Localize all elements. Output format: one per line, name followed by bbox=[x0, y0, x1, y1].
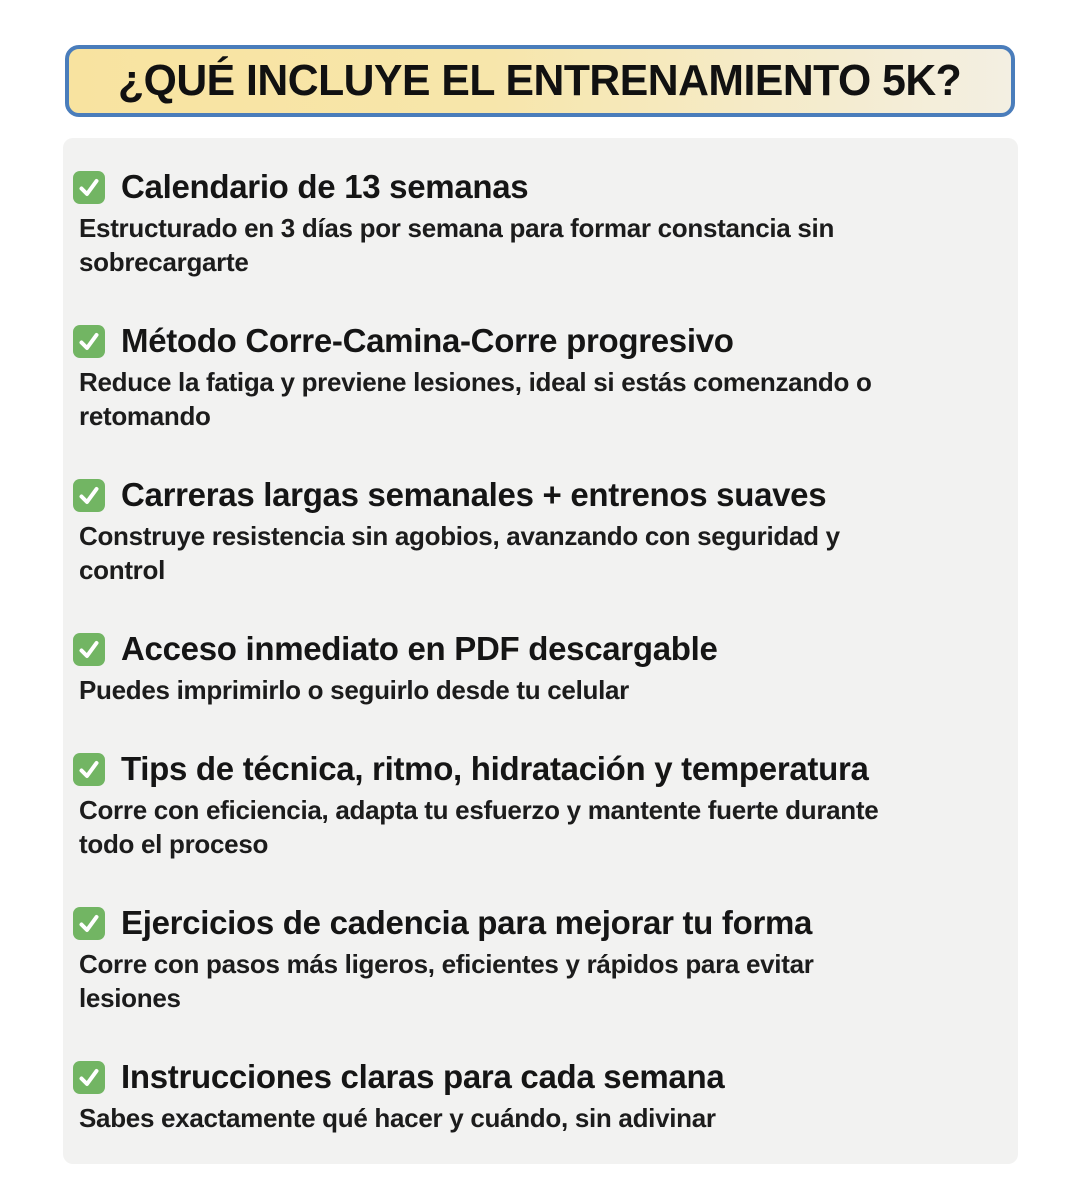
item-description: Estructurado en 3 días por semana para formar constancia sin sobrecargarte bbox=[79, 213, 835, 277]
item-title: Carreras largas semanales + entrenos suaves bbox=[121, 476, 827, 513]
checkmark-icon bbox=[73, 753, 105, 786]
checkmark-icon bbox=[73, 479, 105, 512]
item-description: Reduce la fatiga y previene lesiones, ideal si estás comenzando o retomando bbox=[79, 367, 872, 431]
list-item bbox=[73, 322, 1000, 433]
item-description: Corre con pasos más ligeros, eficientes y rápidos para evitar lesiones bbox=[79, 949, 814, 1013]
checkmark-icon bbox=[73, 1061, 105, 1094]
checkmark-icon bbox=[73, 325, 105, 358]
list-item bbox=[73, 750, 1000, 861]
item-header bbox=[73, 1058, 1000, 1096]
item-title: Acceso inmediato en PDF descargable bbox=[121, 630, 718, 667]
page-title: ¿QUÉ INCLUYE EL ENTRENAMIENTO 5K? bbox=[118, 56, 962, 105]
item-title: Ejercicios de cadencia para mejorar tu forma bbox=[121, 904, 813, 941]
list-item bbox=[73, 1058, 1000, 1135]
header-banner bbox=[65, 45, 1015, 117]
item-header bbox=[73, 322, 1000, 360]
checkmark-icon bbox=[73, 907, 105, 940]
item-description: Construye resistencia sin agobios, avanzando con seguridad y control bbox=[79, 521, 840, 585]
item-description: Sabes exactamente qué hacer y cuándo, sin adivinar bbox=[79, 1103, 716, 1133]
item-title: Método Corre-Camina-Corre progresivo bbox=[121, 322, 734, 359]
item-description: Puedes imprimirlo o seguirlo desde tu celular bbox=[79, 675, 629, 705]
checkmark-icon bbox=[73, 171, 105, 204]
item-description: Corre con eficiencia, adapta tu esfuerzo y mantente fuerte durante todo el proceso bbox=[79, 795, 879, 859]
item-header bbox=[73, 750, 1000, 788]
checkmark-icon bbox=[73, 633, 105, 666]
item-header bbox=[73, 476, 1000, 514]
item-header bbox=[73, 630, 1000, 668]
item-header bbox=[73, 904, 1000, 942]
list-item bbox=[73, 476, 1000, 587]
checklist-card bbox=[63, 138, 1018, 1164]
item-title: Tips de técnica, ritmo, hidratación y temperatura bbox=[121, 750, 869, 787]
list-item bbox=[73, 904, 1000, 1015]
list-item bbox=[73, 630, 1000, 707]
list-item bbox=[73, 168, 1000, 279]
item-title: Instrucciones claras para cada semana bbox=[121, 1058, 725, 1095]
item-header bbox=[73, 168, 1000, 206]
item-title: Calendario de 13 semanas bbox=[121, 168, 529, 205]
